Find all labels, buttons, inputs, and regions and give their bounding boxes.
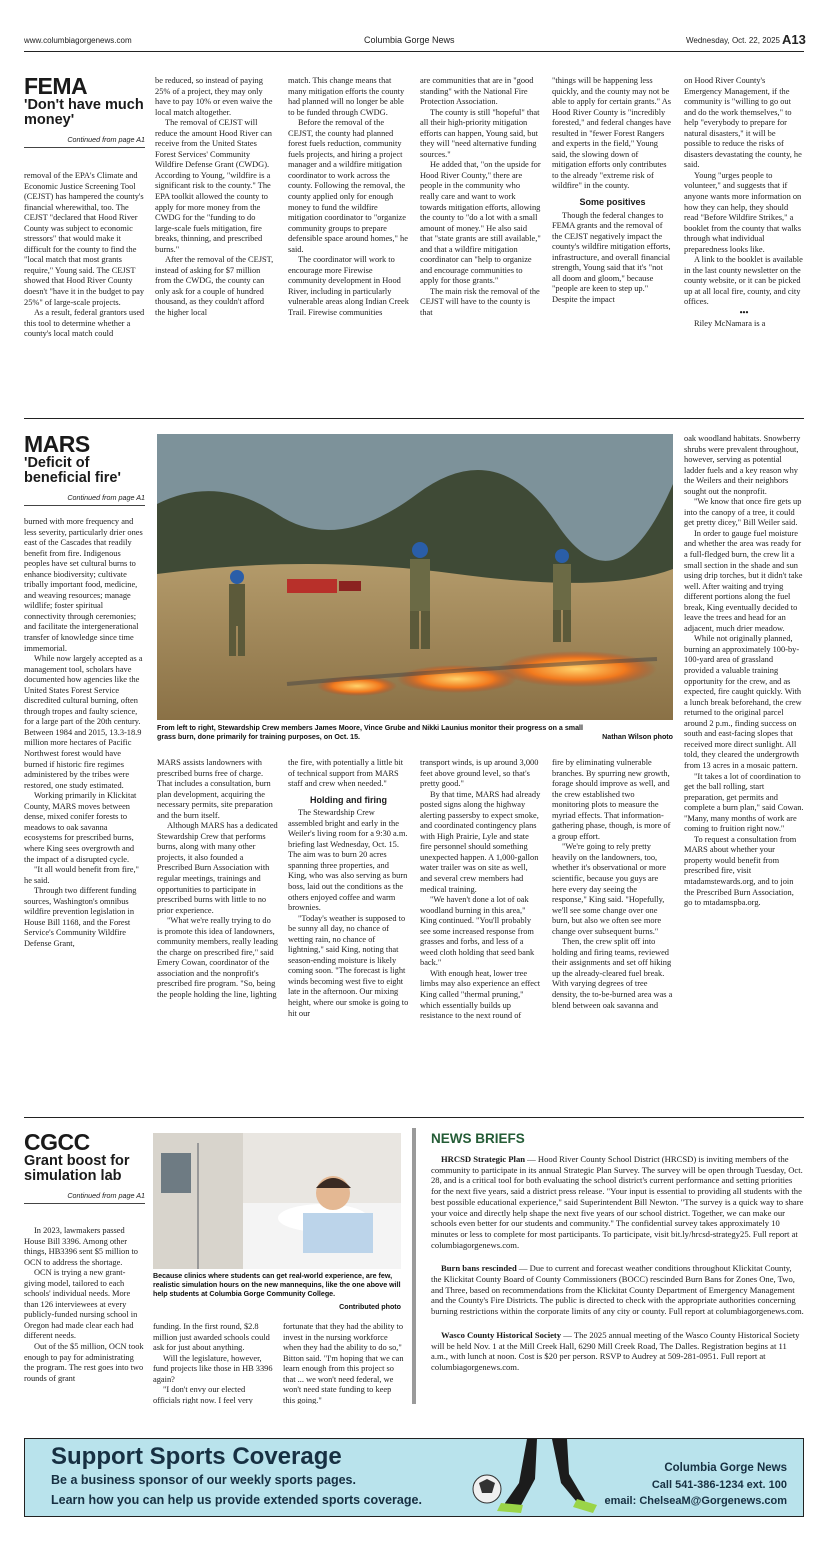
cgcc-kicker: CGCC [24, 1129, 90, 1155]
fema-col-6: on Hood River County's Emergency Management, if the community is "willing to go out and do the work themselves," to help "everybody to prepare for natural disasters," it will be possible to reduce the risks of disasters devastating the county, he said. Young "urges people to volunteer," and suggests that if anyone wants more information on how they can help, they should read "Before Wildfire Strikes," a booklet from the county that walks through what individual preparedness looks like. A link to the booklet is available in the last county newsletter on the county website, or it can be picked up at all local fire, county, and city offices. ••• Riley McNamara is a [684, 76, 803, 328]
ad-line-2: Learn how you can help us provide extended sports coverage. [51, 1493, 422, 1507]
mannequin-caption: Because clinics where students can get real-world experience, are few, realistic simulation hours on the new mannequins, like the one above will help students at Columbia Gorge Community College. [153, 1272, 401, 1298]
end-bullets: ••• [739, 308, 749, 318]
cgcc-col-3: fortunate that they had the ability to invest in the nursing workforce when they had the ability to do so," Bitton said. "I'm hoping that we can learn enough from this project so that ... we won't need federal, we won't need state funding to keep this going." [283, 1322, 404, 1404]
burn-photo-svg [157, 434, 673, 720]
ad-phone[interactable]: Call 541-386-1234 ext. 100 [651, 1479, 787, 1491]
mars-col-3: the fire, with potentially a little bit of technical support from MARS staff and crew when needed." Holding and firing The Stewardship Crew assembled bright and early in the Weiler's living room for a 9:30 a.m. briefing last Wednesday, Oct. 15. The aim was to burn 20 acres spanning three properties, and King, who was also serving as burn boss, laid out the conditions as the others enjoyed coffee and warm brownies. "Today's weather is supposed to be sunny all day, no chance of wetting rain, no chance of lightning," said King, noting that season-ending moisture is likely coming soon. "The forecast is light winds becoming west five to eight late in the afternoon. Our mixing height, where our smoke is going to hit our [288, 758, 409, 1018]
fema-col-4: are communities that are in "good standing" with the National Fire Protection Association. The county is still "hopeful" that all their high-priority mitigation efforts can happen, Young said, but they will "need alternative funding sources." He added that, "on the upside for Hood River County," there are people in the community who really care and want to work towards mitigation efforts, allowing the county to "do a lot with a small amount of money." He also said that "state grants are still available," and that a wildfire mitigation coordinator can "help to organize and encourage communities to apply for those grants." The main risk the removal of the CEJST will have to the county is that [420, 76, 541, 318]
brief-hrcsd: HRCSD Strategic Plan — Hood River County School District (HRCSD) is inviting members of the community to participate in its annual Strategic Plan Survey. The survey will be open through Tuesday, Oct. 28, and is a critical tool for both evaluating the school district's current performance and setting priorities for the next five years, said a district press release. "Your input is essential to providing all students with the best possible educational experience," said Superintendent Bill Newton. "The survey is a quick way to share your voice and directly help shape the next five years of our school district. Together, we can make our schools even better for our students and community." The confidential survey takes approximately 10 minutes or less to complete for most participants. To participate, visit bit.ly/hrcsd-strategy25. Full report at columbiagorgenews.com. [431, 1154, 804, 1250]
fema-col-2: be reduced, so instead of paying 25% of a project, they may only have to pay 10% or even waive the local match altogether. The removal of CEJST will reduce the amount Hood River can receive from the United States Forest Services' Community Wildfire Defense Grant (CWDG). According to Young, "wildfire is a significant risk to the county." The EPA toolkit allowed the county to apply for more money from the CWDG for the "funding to do large-scale fuels mitigation, fire breaks, thinning, and prescribed burns." After the removal of the CEJST, instead of asking for $7 million from the CWDG, the county can only ask for a couple of hundred thousand, as they couldn't afford the higher local [155, 76, 274, 318]
burn-photo-caption: From left to right, Stewardship Crew members James Moore, Vince Grube and Nikki Launius monitor their progress on a small grass burn, done primarily for training purposes, on Oct. 15. [157, 724, 583, 741]
ad-player-svg [457, 1439, 607, 1517]
ad-line-1: Be a business sponsor of our weekly sports pages. [51, 1473, 356, 1487]
cgcc-headline: Grant boost for simulation lab [24, 1153, 130, 1184]
burn-photo-credit: Nathan Wilson photo [602, 733, 673, 741]
ad-email[interactable]: email: ChelseaM@Gorgenews.com [604, 1495, 787, 1507]
mars-kicker: MARS [24, 431, 90, 457]
briefs-body [431, 1154, 804, 1373]
header-website[interactable]: www.columbiagorgenews.com [24, 36, 132, 45]
header-date: Wednesday, Oct. 22, 2025 [686, 36, 780, 45]
brief-wasco: Wasco County Historical Society — The 2025 annual meeting of the Wasco County Historical Society will be held Nov. 1 at the Mill Creek Hall, 6290 Mill Creek Road, The Dalles. Registration begins at 11 a.m., with lunch at noon. Cost is $20 per person. RSVP to Audrey at 509-281-0951. Full report at columbiagorgenews.com. [431, 1329, 800, 1372]
mars-headline: 'Deficit of beneficial fire' [24, 455, 121, 486]
cgcc-continued: Continued from page A1 [24, 1191, 145, 1204]
masthead: Columbia Gorge News [364, 35, 455, 45]
fema-headline: 'Don't have much money' [24, 97, 144, 128]
mars-heading-block [24, 432, 145, 506]
fema-heading-block [24, 74, 145, 148]
mannequin-photo [153, 1133, 401, 1269]
fema-col-5: "things will be happening less quickly, and the county may not be able to apply for certain grants." As Hood River County is "incredibly forested," and federal changes have resulted in "fewer Forest Rangers and experts in the field," Young said, the slowing down of mitigation efforts only contributes to the already "extreme risk of wildfire" in the county. Some positives Though the federal changes to FEMA grants and the removal of the CEJST negatively impact the county's wildfire mitigation efforts, infrastructure, and overall financial strength, Young said that it's "not all doom and gloom," because "people are keen to step up." Despite the impact [552, 76, 672, 304]
mars-col-1: burned with more frequency and less severity, particularly drier ones east of the Cascades that readily benefit from fire. Indigenous peoples have set cultural burns to enhance biodiversity; cultivate tribally important food, medicine, and weaving resources; manage wildlife; foster spiritual connectivity through ceremonies; and facilitate the intergenerational transfer of knowledge since time immemorial. While now largely accepted as a management tool, scholars have documented how agencies like the United States Forest Service discredited cultural burning, often through tropes and faulty science, for a large part of the 20th century. Between 1984 and 2015, 13.3-18.9 million more hectares of Pacific Northwest forest would have burned if historic fire regimes administered by the tribes were restored, one study estimated. Working primarily in Klickitat County, MARS moves between dense, mixed conifer forests to meadows to oak savanna ecosystems for prescribed burns, where King sees overgrowth and the impact of a disrupted cycle. "It all would benefit from fire," he said. Through two different funding sources, Washington's omnibus wildfire prevention legislation in House Bill 1168, and the Forest Service's Community Wildfire Defense Grant, [24, 517, 143, 948]
cgcc-col-1: In 2023, lawmakers passed House Bill 3396. Among other things, HB3396 sent $5 million to OCN to address the shortage. OCN is trying a new grant-giving model, tailored to each schools' individual needs. More than 126 interviewees at every publicly-funded nursing school in Oregon had made clear each had different needs. Out of the $5 million, OCN took enough to pay for administrating the program. The rest goes into two rounds of grant [24, 1226, 144, 1383]
brief-burn-bans: Burn bans rescinded — Due to current and forecast weather conditions throughout Klickitat County, the Klickitat County Board of County Commissioners (BOCC) rescinded Burn Bans for Zones One, Two, and Three, based on recommendations from the Klickitat County Department of Emergency Management and the County's Fire Districts. The public is directed to check with the appropriate authorities concerning burning restrictions within the corporate limits of any city or county. Full report at columbiagorgenews.com. [431, 1263, 804, 1317]
briefs-title: NEWS BRIEFS [431, 1131, 525, 1146]
fema-subhead: Some positives [579, 197, 646, 208]
mars-col-2: MARS assists landowners with prescribed burns free of charge. That includes a consultation, burn plan development, acquiring the necessary permits, site preparation and the burn itself. Although MARS has a dedicated Stewardship Crew that performs burns, along with many other projects, it also founded a Prescribed Burn Association with regular meetings, trainings and opportunities to participate in prescribed burns with little to no prior experience. "What we're really trying to do is promote this idea of landowners, community members, really leading the charge on prescribed fire," said Emery Cowan, coordinator of the association and the nonprofit's prescribed fire program. "So, being the people holding the line, lighting [157, 758, 278, 1000]
mars-col-5: fire by eliminating vulnerable branches. By spurring new growth, forage should improve as well, and the crew established two monitoring plots to measure the myriad effects. That information-gathering phase, though, is more of a group effort. "We're going to rely pretty heavily on the landowners, too, whether it's observational or more scientific, because you guys are here every day seeing the response," King said. "Hopefully, we'll see some change over one burn, but also we often see more change over subsequent burns." Then, the crew split off into holding and firing teams, reviewed their assignments and set off hiking up the already-cleared fuel break. With varying degrees of tree density, the to-be-burned area was a blend between oak savanna and [552, 758, 673, 1010]
ad-title: Support Sports Coverage [51, 1443, 342, 1470]
mannequin-credit: Contributed photo [339, 1303, 401, 1311]
cgcc-heading-block [24, 1130, 145, 1204]
mars-col-4: transport winds, is up around 3,000 feet above ground level, so that's pretty good." By that time, MARS had already posted signs along the highway alerting passersby to expect smoke, and coordinated contingency plans with High Prairie, Lyle and state fire personnel should something unexpected happen. A 1,000-gallon water trailer was on site as well, and several crew members had medical training. "We haven't done a lot of oak woodland burning in this area," King continued. "You'll probably see some increased response from grasses and forbs, and less of a weed cloth holding that seed bank back." With enough heat, lower tree limbs may also experience an effect King called "thermal pruning," which essentially builds up resistance to the next round of [420, 758, 541, 1021]
ad-brand: Columbia Gorge News [664, 1462, 787, 1474]
header-rule [24, 51, 804, 52]
sports-ad[interactable] [24, 1438, 804, 1517]
ad-player-graphic [457, 1439, 607, 1517]
burn-photo [157, 434, 673, 720]
fema-col-1: removal of the EPA's Climate and Economic Justice Screening Tool (CEJST) has hampered the county's financial wherewithal, too. The CEJST "declared that Hood River County was subject to economic stressors" that would make it difficult for the county to find the "local match that most grants require," Young said. The CEJST showed that Hood River County doesn't "have it in the budget to pay 25%" of large-scale projects. As a result, federal grantors used this tool to determine whether a county's local match could [24, 171, 145, 339]
briefs-divider [412, 1128, 416, 1404]
fema-col-3: match. This change means that many mitigation efforts the county had planned will no longer be able to be funded through CWDG. Before the removal of the CEJST, the county had planned forest fuels reduction, community fuels projects, and hiring a project manager and a wildfire mitigation coordinator to work across the county. Following the removal, the county applied only for enough money to fund the wildfire mitigation coordinator to "organize community groups to prepare defensible space around homes," he said. The coordinator will work to encourage more Firewise community development in Hood River, including in particularly vulnerable areas along Indian Creek Trail. Firewise communities [288, 76, 409, 318]
cgcc-col-2: funding. In the first round, $2.8 million just awarded schools could ask for just about anything. Will the legislature, however, fund projects like those in HB 3396 again? "I don't envy our elected officials right now. I feel very [153, 1322, 273, 1404]
section-rule-2 [24, 1117, 804, 1118]
mars-col-6: oak woodland habitats. Snowberry shrubs were prevalent throughout, however, serving as potential ladder fuels and a key reason why the Weilers and their neighbors sought out the nonprofit. "We know that once fire gets up into the canopy of a tree, it could get pretty dicey," Bill Weiler said. In order to gauge fuel moisture and whether the area was ready for a full-fledged burn, the crew lit a small section in the shade and sun using drip torches, but it didn't take well. After waiting and trying different portions along the fuel break, King eventually decided to leave the trees and head for an adjacent, much drier meadow. While not originally planned, burning an approximately 100-by-100-yard area of grassland provided a valuable training opportunity for the crew, and as expected, fire caught quickly. With a lunch break beforehand, the crew returned to the original parcel around 2 p.m., finding success on south and east-facing slopes that received more direct sunlight. All told, they cleared the undergrowth from 13 acres in a mosaic pattern. "It takes a lot of coordination to get the ball rolling, start preparation, get permits and complete a burn plan," said Cowan. "Many, many months of work are coming to fruition right now." To request a consultation from MARS about whether your property would benefit from prescribed fire, visit mtadamstewards.org, and to join the Prescribed Burn Association, go to mtadamspba.org. [684, 434, 804, 908]
mars-continued: Continued from page A1 [24, 493, 145, 506]
mannequin-photo-svg [153, 1133, 401, 1269]
mars-subhead: Holding and firing [310, 794, 387, 805]
section-rule-1 [24, 418, 804, 419]
page-number: A13 [782, 32, 806, 47]
fema-continued: Continued from page A1 [24, 135, 145, 148]
fema-kicker: FEMA [24, 73, 88, 99]
